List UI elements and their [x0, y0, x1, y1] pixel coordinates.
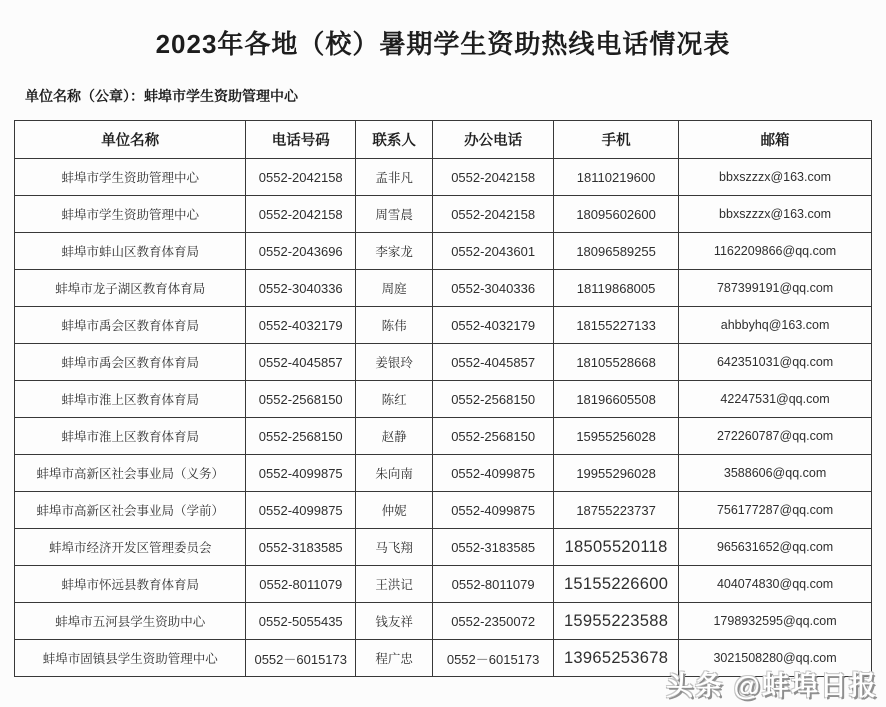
table-row: [15, 455, 872, 492]
table-row: [15, 640, 872, 677]
email-cell: 42247531@qq.com: [679, 381, 872, 418]
table-row: [15, 566, 872, 603]
email-cell: ahbbyhq@163.com: [679, 307, 872, 344]
phone-number-cell: 0552-4099875: [246, 492, 356, 529]
office-phone-cell: 0552-4045857: [433, 344, 554, 381]
unit-name-cell: 蚌埠市五河县学生资助中心: [15, 603, 246, 640]
unit-name-cell: 蚌埠市禹会区教育体育局: [15, 307, 246, 344]
office-phone-cell: 0552-3183585: [433, 529, 554, 566]
email-cell: bbxszzzx@163.com: [679, 196, 872, 233]
phone-number-cell: 0552-8011079: [246, 566, 356, 603]
unit-name-cell: 蚌埠市高新区社会事业局（学前）: [15, 492, 246, 529]
phone-number-cell: 0552-3040336: [246, 270, 356, 307]
email-cell: 272260787@qq.com: [679, 418, 872, 455]
contact-person-cell: 陈红: [356, 381, 433, 418]
phone-number-cell: 0552-2042158: [246, 196, 356, 233]
contact-person-cell: 陈伟: [356, 307, 433, 344]
contact-person-cell: 周庭: [356, 270, 433, 307]
phone-number-cell: 0552-3183585: [246, 529, 356, 566]
mobile-cell: 18095602600: [554, 196, 679, 233]
mobile-cell: 15955256028: [554, 418, 679, 455]
mobile-cell: 18155227133: [554, 307, 679, 344]
contact-person-cell: 周雪晨: [356, 196, 433, 233]
unit-name-cell: 蚌埠市高新区社会事业局（义务）: [15, 455, 246, 492]
table-row: [15, 196, 872, 233]
table-row: [15, 344, 872, 381]
phone-number-cell: 0552-4032179: [246, 307, 356, 344]
unit-name-cell: 蚌埠市龙子湖区教育体育局: [15, 270, 246, 307]
contact-person-cell: 朱向南: [356, 455, 433, 492]
email-cell: 3588606@qq.com: [679, 455, 872, 492]
email-cell: 404074830@qq.com: [679, 566, 872, 603]
table-row: [15, 307, 872, 344]
header-office-phone: 办公电话: [433, 121, 554, 159]
table-row: [15, 159, 872, 196]
phone-number-cell: 0552－6015173: [246, 640, 356, 677]
table-row: [15, 492, 872, 529]
hotline-table: [14, 120, 872, 677]
mobile-cell: 15955223588: [554, 603, 679, 640]
header-contact-person: 联系人: [356, 121, 433, 159]
table-row: [15, 603, 872, 640]
contact-person-cell: 赵静: [356, 418, 433, 455]
contact-person-cell: 姜银玲: [356, 344, 433, 381]
email-cell: 3021508280@qq.com: [679, 640, 872, 677]
office-phone-cell: 0552-4099875: [433, 455, 554, 492]
mobile-cell: 18096589255: [554, 233, 679, 270]
header-unit-name: 单位名称: [15, 121, 246, 159]
phone-number-cell: 0552-5055435: [246, 603, 356, 640]
mobile-cell: 18505520118: [554, 529, 679, 566]
email-cell: 787399191@qq.com: [679, 270, 872, 307]
header-phone-number: 电话号码: [246, 121, 356, 159]
contact-person-cell: 钱友祥: [356, 603, 433, 640]
contact-person-cell: 王洪记: [356, 566, 433, 603]
email-cell: 756177287@qq.com: [679, 492, 872, 529]
mobile-cell: 13965253678: [554, 640, 679, 677]
office-phone-cell: 0552-3040336: [433, 270, 554, 307]
mobile-cell: 18110219600: [554, 159, 679, 196]
unit-name-cell: 蚌埠市怀远县教育体育局: [15, 566, 246, 603]
unit-name-cell: 蚌埠市经济开发区管理委员会: [15, 529, 246, 566]
table-row: [15, 270, 872, 307]
header-email: 邮箱: [679, 121, 872, 159]
table-row: [15, 529, 872, 566]
unit-name-cell: 蚌埠市蚌山区教育体育局: [15, 233, 246, 270]
unit-name-cell: 蚌埠市禹会区教育体育局: [15, 344, 246, 381]
office-phone-cell: 0552-2568150: [433, 381, 554, 418]
office-phone-cell: 0552-8011079: [433, 566, 554, 603]
unit-name-cell: 蚌埠市学生资助管理中心: [15, 196, 246, 233]
phone-number-cell: 0552-4045857: [246, 344, 356, 381]
table-row: [15, 418, 872, 455]
contact-person-cell: 孟非凡: [356, 159, 433, 196]
phone-number-cell: 0552-2568150: [246, 381, 356, 418]
contact-person-cell: 程广忠: [356, 640, 433, 677]
office-phone-cell: 0552-4099875: [433, 492, 554, 529]
mobile-cell: 18755223737: [554, 492, 679, 529]
mobile-cell: 18119868005: [554, 270, 679, 307]
header-mobile: 手机: [554, 121, 679, 159]
phone-number-cell: 0552-2043696: [246, 233, 356, 270]
mobile-cell: 18105528668: [554, 344, 679, 381]
page-title: 2023年各地（校）暑期学生资助热线电话情况表: [155, 29, 731, 59]
phone-number-cell: 0552-4099875: [246, 455, 356, 492]
email-cell: bbxszzzx@163.com: [679, 159, 872, 196]
office-phone-cell: 0552-2350072: [433, 603, 554, 640]
contact-person-cell: 仲妮: [356, 492, 433, 529]
unit-name-cell: 蚌埠市固镇县学生资助管理中心: [15, 640, 246, 677]
table-row: [15, 381, 872, 418]
unit-name-cell: 蚌埠市淮上区教育体育局: [15, 381, 246, 418]
office-phone-cell: 0552-2042158: [433, 159, 554, 196]
office-phone-cell: 0552-2568150: [433, 418, 554, 455]
email-cell: 642351031@qq.com: [679, 344, 872, 381]
email-cell: 1162209866@qq.com: [679, 233, 872, 270]
office-phone-cell: 0552-4032179: [433, 307, 554, 344]
contact-person-cell: 李家龙: [356, 233, 433, 270]
mobile-cell: 18196605508: [554, 381, 679, 418]
office-phone-cell: 0552－6015173: [433, 640, 554, 677]
mobile-cell: 15155226600: [554, 566, 679, 603]
mobile-cell: 19955296028: [554, 455, 679, 492]
phone-number-cell: 0552-2568150: [246, 418, 356, 455]
unit-name-cell: 蚌埠市学生资助管理中心: [15, 159, 246, 196]
watermark: 头条 @蚌埠日报: [666, 671, 878, 701]
unit-name-seal-label: 单位名称（公章）：蚌埠市学生资助管理中心: [25, 88, 298, 104]
contact-person-cell: 马飞翔: [356, 529, 433, 566]
unit-name-cell: 蚌埠市淮上区教育体育局: [15, 418, 246, 455]
table-header-row: [15, 121, 872, 159]
email-cell: 965631652@qq.com: [679, 529, 872, 566]
email-cell: 1798932595@qq.com: [679, 603, 872, 640]
office-phone-cell: 0552-2043601: [433, 233, 554, 270]
office-phone-cell: 0552-2042158: [433, 196, 554, 233]
phone-number-cell: 0552-2042158: [246, 159, 356, 196]
table-row: [15, 233, 872, 270]
